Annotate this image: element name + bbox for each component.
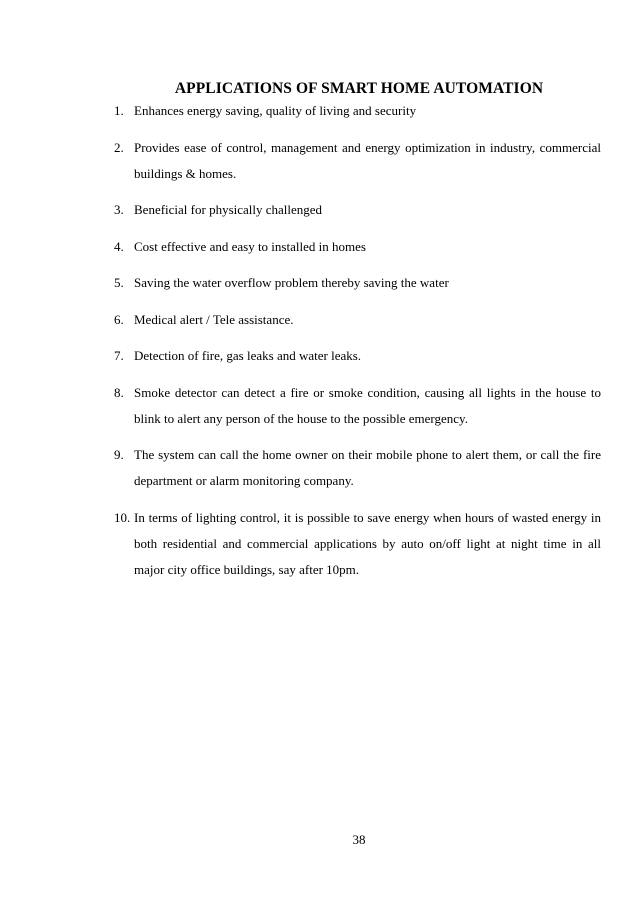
list-item-number: 3. — [114, 202, 124, 217]
list-item-number: 5. — [114, 275, 124, 290]
page-number: 38 — [352, 832, 366, 847]
list-item-text: Cost effective and easy to installed in homes — [134, 238, 366, 254]
list-item — [114, 380, 601, 432]
list-item-number: 9. — [114, 447, 124, 462]
list-item-text: Medical alert / Tele assistance. — [134, 311, 294, 327]
page-title: APPLICATIONS OF SMART HOME AUTOMATION — [174, 80, 544, 97]
list-item-number: 2. — [114, 139, 124, 155]
applications-list — [114, 98, 601, 593]
list-item — [114, 135, 601, 187]
list-item-number: 6. — [114, 311, 124, 327]
list-item-text: Beneficial for physically challenged — [134, 202, 323, 217]
list-item-number: 8. — [114, 384, 124, 400]
list-item — [114, 98, 601, 124]
list-item — [114, 505, 601, 583]
list-item — [114, 442, 601, 494]
list-item-number: 4. — [114, 238, 124, 254]
list-item-number: 7. — [114, 348, 124, 363]
list-item-number: 1. — [114, 103, 124, 118]
list-item-text: The system can call the home owner on their mobile phone to alert them, or call the fire department or alarm monitoring company. — [134, 447, 601, 488]
list-item-number: 10. — [114, 509, 131, 525]
list-item-text: Enhances energy saving, quality of living and security — [134, 103, 417, 118]
list-item-text: Smoke detector can detect a fire or smoke condition, causing all lights in the house to blink to alert any person of the house to the possible emergency. — [134, 384, 601, 426]
list-item — [114, 197, 601, 223]
list-item — [114, 343, 601, 369]
list-item-text: Saving the water overflow problem thereby saving the water — [134, 275, 449, 290]
list-item-text: Detection of fire, gas leaks and water leaks. — [134, 348, 362, 363]
list-item-text: Provides ease of control, management and energy optimization in industry, commercial buildings & homes. — [134, 139, 601, 181]
list-item-text: In terms of lighting control, it is possible to save energy when hours of wasted energy in both residential and commercial applications by auto on/off light at night time in all major city office buildings, say after 10pm. — [134, 509, 601, 577]
list-item — [114, 307, 601, 333]
list-item — [114, 234, 601, 260]
list-item — [114, 270, 601, 296]
